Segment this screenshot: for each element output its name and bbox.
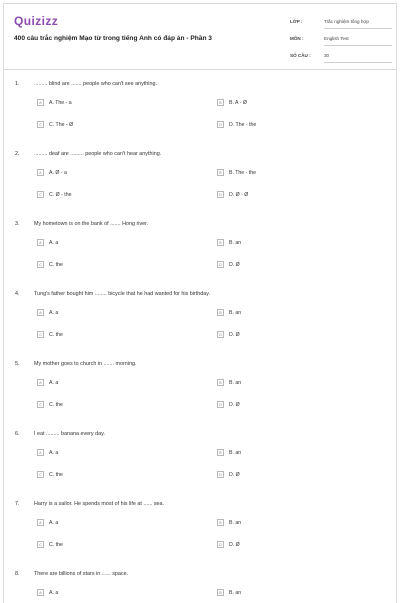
meta-underline <box>324 28 392 29</box>
option-letter-box[interactable]: C <box>37 331 44 338</box>
option-letter-box[interactable]: C <box>37 121 44 128</box>
option-text: D. Ø <box>229 262 240 268</box>
option-letter-box[interactable]: B <box>217 519 224 526</box>
option-text: D. Ø - Ø <box>229 192 249 198</box>
option-letter-box[interactable]: D <box>217 191 224 198</box>
question-text: ......... deaf are ......... people who can't hear anything. <box>34 151 162 157</box>
question-number: 6. <box>15 431 20 437</box>
option-letter-box[interactable]: D <box>217 121 224 128</box>
option-letter-box[interactable]: B <box>217 99 224 106</box>
option-text: A. a <box>49 450 59 456</box>
question-text: I eat ......... banana every day. <box>34 431 105 437</box>
meta-panel <box>290 16 394 67</box>
option-text: A. a <box>49 310 59 316</box>
worksheet-header <box>4 4 396 70</box>
option-letter-box[interactable]: C <box>37 471 44 478</box>
option-letter-box[interactable]: B <box>217 309 224 316</box>
document-title: 400 câu trắc nghiệm Mạo từ trong tiếng Anh có đáp án - Phần 3 <box>14 35 212 42</box>
quizizz-logo[interactable]: Quizizz <box>14 14 59 28</box>
option-text: A. The - a <box>49 100 72 106</box>
option-letter-box[interactable]: A <box>37 309 44 316</box>
meta-label: MÔN : <box>290 36 304 41</box>
option-text: A. a <box>49 520 59 526</box>
question-text: Harry is a sailor. He spends most of his life at ...... sea. <box>34 501 165 507</box>
question-number: 7. <box>15 501 20 507</box>
question-number: 3. <box>15 221 20 227</box>
option-text: A. Ø - a <box>49 170 67 176</box>
option-letter-box[interactable]: D <box>217 471 224 478</box>
question-text: Tung's father bought him ........ bicycle that he had wanted for his birthday. <box>34 291 211 297</box>
option-text: C. The - Ø <box>49 122 74 128</box>
option-text: C. the <box>49 332 63 338</box>
option-letter-box[interactable]: A <box>37 589 44 596</box>
meta-underline <box>324 62 392 63</box>
option-text: D. Ø <box>229 472 240 478</box>
option-letter-box[interactable]: D <box>217 261 224 268</box>
option-letter-box[interactable]: C <box>37 401 44 408</box>
option-text: B. an <box>229 240 242 246</box>
meta-label: SỐ CÂU : <box>290 53 311 58</box>
option-text: A. a <box>49 380 59 386</box>
option-letter-box[interactable]: D <box>217 541 224 548</box>
option-text: D. Ø <box>229 332 240 338</box>
meta-underline <box>324 45 392 46</box>
option-letter-box[interactable]: B <box>217 239 224 246</box>
option-text: A. a <box>49 240 59 246</box>
option-text: B. an <box>229 450 242 456</box>
question-number: 4. <box>15 291 20 297</box>
option-letter-box[interactable]: C <box>37 541 44 548</box>
option-letter-box[interactable]: A <box>37 379 44 386</box>
meta-row-subject <box>290 33 394 50</box>
option-text: C. Ø - the <box>49 192 72 198</box>
option-text: D. Ø <box>229 542 240 548</box>
option-letter-box[interactable]: B <box>217 449 224 456</box>
option-letter-box[interactable]: A <box>37 99 44 106</box>
option-text: D. Ø <box>229 402 240 408</box>
meta-value: English Test <box>324 36 349 41</box>
meta-row-count <box>290 50 394 67</box>
option-text: C. the <box>49 472 63 478</box>
option-text: B. an <box>229 310 242 316</box>
option-text: C. the <box>49 542 63 548</box>
option-letter-box[interactable]: B <box>217 589 224 596</box>
question-text: My hometown is on the bank of ....... Hong river. <box>34 221 149 227</box>
meta-label: LỚP : <box>290 19 303 24</box>
question-text: ......... blind are ....... people who can't see anything. <box>34 81 157 87</box>
worksheet <box>3 3 397 603</box>
option-letter-box[interactable]: A <box>37 449 44 456</box>
option-text: B. an <box>229 520 242 526</box>
option-letter-box[interactable]: B <box>217 169 224 176</box>
option-text: C. the <box>49 402 63 408</box>
question-number: 2. <box>15 151 20 157</box>
option-letter-box[interactable]: A <box>37 169 44 176</box>
meta-row-class <box>290 16 394 33</box>
option-letter-box[interactable]: D <box>217 331 224 338</box>
meta-value: Trắc nghiệm tổng hợp <box>324 19 369 24</box>
option-text: C. the <box>49 262 63 268</box>
option-text: B. an <box>229 380 242 386</box>
option-text: B. A - Ø <box>229 100 247 106</box>
question-number: 5. <box>15 361 20 367</box>
question-text: There are billions of stars in ...... space. <box>34 571 129 577</box>
option-letter-box[interactable]: C <box>37 261 44 268</box>
option-letter-box[interactable]: C <box>37 191 44 198</box>
question-text: My mother goes to church in ....... morning. <box>34 361 137 367</box>
question-number: 1. <box>15 81 20 87</box>
option-text: B. an <box>229 590 242 596</box>
question-number: 8. <box>15 571 20 577</box>
option-letter-box[interactable]: D <box>217 401 224 408</box>
option-letter-box[interactable]: A <box>37 519 44 526</box>
meta-value: 30 <box>324 53 330 58</box>
option-text: A. a <box>49 590 59 596</box>
option-text: B. The - the <box>229 170 257 176</box>
option-text: D. The - the <box>229 122 257 128</box>
option-letter-box[interactable]: B <box>217 379 224 386</box>
option-letter-box[interactable]: A <box>37 239 44 246</box>
